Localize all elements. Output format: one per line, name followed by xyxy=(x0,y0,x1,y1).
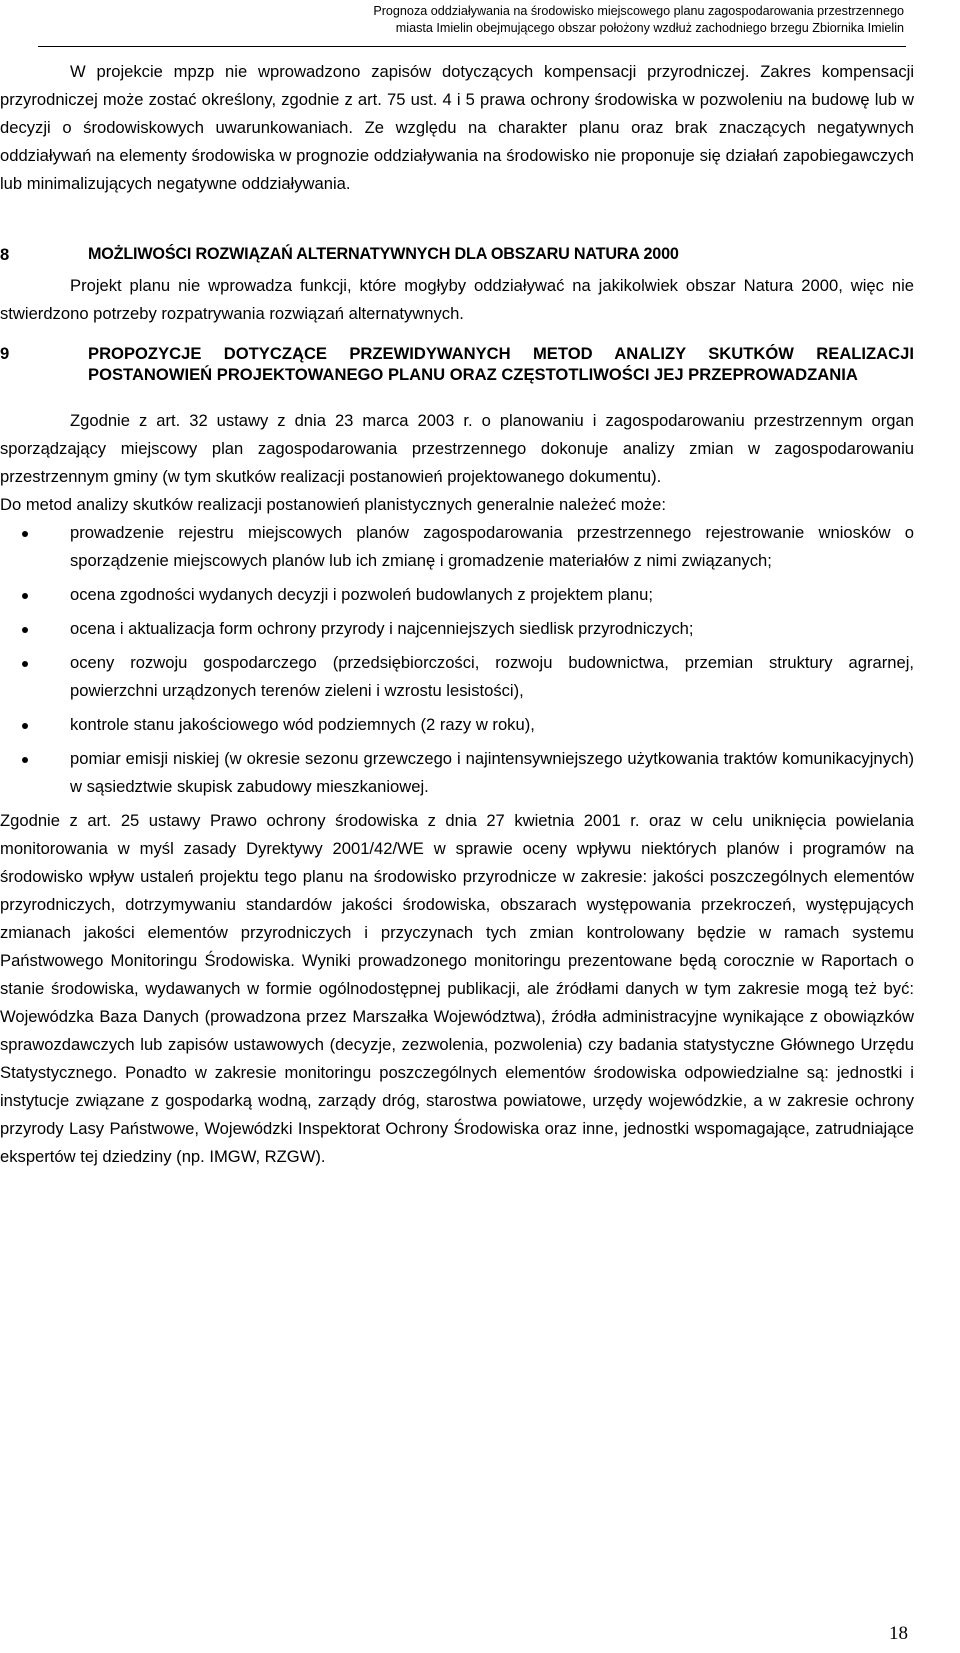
list-item-text: ocena zgodności wydanych decyzji i pozwoleń budowlanych z projektem planu; xyxy=(70,585,653,604)
section-9-paragraph-2: Zgodnie z art. 25 ustawy Prawo ochrony środowiska z dnia 27 kwietnia 2001 r. oraz w celu uniknięcia powielania monitorowania w myśl zasady Dyrektywy 2001/42/WE w sprawie oceny wpływu niektórych planów i programów na środowisko wpływ ustaleń projektu tego planu na środowisko przyrodnicze w zakresie: jakości poszczególnych elementów przyrodniczych, dotrzymywaniu standardów jakości środowiska, obszarach występowania przekroczeń, występujących zmianach jakości elementów przyrodniczych i przyczynach tych zmian kontrolowany będzie w ramach systemu Państwowego Monitoringu Środowiska. Wyniki prowadzonego monitoringu prezentowane będą corocznie w Raportach o stanie środowiska, wydawanych w formie ogólnodostępnej publikacji, ale źródłami danych w tym zakresie mogą też być: Wojewódzka Baza Danych (prowadzona przez Marszałka Województwa), źródła administracyjne wynikające z obowiązków sprawozdawczych lub zapisów ustawowych (decyzje, zezwolenia, pozwolenia) czy badania statystyczne Głównego Urzędu Statystycznego. Ponadto w zakresie monitoringu poszczególnych elementów środowiska odpowiedzialne są: jednostki i instytucje związane z gospodarką wodną, zarządy dróg, starostwa powiatowe, urzędy wojewódzkie, a w zakresie ochrony przyrody Lasy Państwowe, Wojewódzki Inspektorat Ochrony Środowiska oraz inne, jednostki wspomagające, zatrudniające ekspertów tej dziedziny (np. IMGW, RZGW). xyxy=(0,811,914,1166)
bullet-icon xyxy=(22,661,28,667)
intro-block xyxy=(0,58,914,198)
page-header xyxy=(0,0,960,46)
list-item xyxy=(0,519,914,575)
list-item xyxy=(0,711,914,739)
section-9-body xyxy=(0,407,914,1171)
header-title-line-2: miasta Imielin obejmującego obszar położony wzdłuż zachodniego brzegu Zbiornika Imielin xyxy=(395,21,904,35)
intro-paragraph: W projekcie mpzp nie wprowadzono zapisów dotyczących kompensacji przyrodniczej. Zakres kompensacji przyrodniczej może zostać określony, zgodnie z art. 75 ust. 4 i 5 prawa ochrony środowiska w pozwoleniu na budowę lub w decyzji o środowiskowych uwarunkowaniach. Ze względu na charakter planu oraz brak znaczących negatywnych oddziaływań na elementy środowiska w prognozie oddziaływania na środowisko nie proponuje się działań zapobiegawczych lub minimalizujących negatywne oddziaływania. xyxy=(0,62,914,193)
list-item xyxy=(0,615,914,643)
page-number: 18 xyxy=(889,1623,908,1644)
section-8-title: MOŻLIWOŚCI ROZWIĄZAŃ ALTERNATYWNYCH DLA OBSZARU NATURA 2000 xyxy=(88,245,679,263)
list-intro: Do metod analizy skutków realizacji postanowień planistycznych generalnie należeć może: xyxy=(0,495,666,514)
list-item-text: pomiar emisji niskiej (w okresie sezonu grzewczego i najintensywniejszego użytkowania traktów komunikacyjnych) w sąsiedztwie skupisk zabudowy mieszkaniowej. xyxy=(70,749,914,796)
list-item xyxy=(0,581,914,609)
header-title-line-1: Prognoza oddziaływania na środowisko miejscowego planu zagospodarowania przestrzennego xyxy=(373,4,904,18)
section-8-number: 8 xyxy=(0,245,10,264)
section-9-paragraph-1: Zgodnie z art. 32 ustawy z dnia 23 marca 2003 r. o planowaniu i zagospodarowaniu przestrzennym organ sporządzający miejscowy plan zagospodarowania przestrzennego dokonuje analizy zmian w zagospodarowaniu przestrzennym gminy (w tym skutków realizacji postanowień projektowanego dokumentu). xyxy=(0,411,914,486)
bullet-icon xyxy=(22,723,28,729)
list-item-text: kontrole stanu jakościowego wód podziemnych (2 razy w roku), xyxy=(70,715,535,734)
list-item-text: prowadzenie rejestru miejscowych planów zagospodarowania przestrzennego rejestrowanie wniosków o sporządzenie miejscowych planów lub ich zmianę i gromadzenie materiałów z nimi związanych; xyxy=(70,523,914,570)
section-9-title: PROPOZYCJE DOTYCZĄCE PRZEWIDYWANYCH METOD ANALIZY SKUTKÓW REALIZACJI POSTANOWIEŃ PROJEKTOWANEGO PLANU ORAZ CZĘSTOTLIWOŚCI JEJ PRZEPROWADZANIA xyxy=(88,344,914,384)
section-8-body xyxy=(0,272,914,328)
section-9-number: 9 xyxy=(0,344,10,363)
list-item xyxy=(0,649,914,705)
header-divider xyxy=(38,46,906,47)
list-item-text: ocena i aktualizacja form ochrony przyrody i najcenniejszych siedlisk przyrodniczych; xyxy=(70,619,694,638)
section-9-heading xyxy=(0,343,914,385)
methods-list xyxy=(0,519,914,801)
bullet-icon xyxy=(22,757,28,763)
bullet-icon xyxy=(22,627,28,633)
bullet-icon xyxy=(22,531,28,537)
section-8-heading xyxy=(0,244,914,265)
bullet-icon xyxy=(22,593,28,599)
list-item-text: oceny rozwoju gospodarczego (przedsiębiorczości, rozwoju budownictwa, przemian struktury agrarnej, powierzchni urządzonych terenów zieleni i wzrostu lesistości), xyxy=(70,653,914,700)
section-8-paragraph: Projekt planu nie wprowadza funkcji, które mogłyby oddziaływać na jakikolwiek obszar Natura 2000, więc nie stwierdzono potrzeby rozpatrywania rozwiązań alternatywnych. xyxy=(0,276,914,323)
list-item xyxy=(0,745,914,801)
